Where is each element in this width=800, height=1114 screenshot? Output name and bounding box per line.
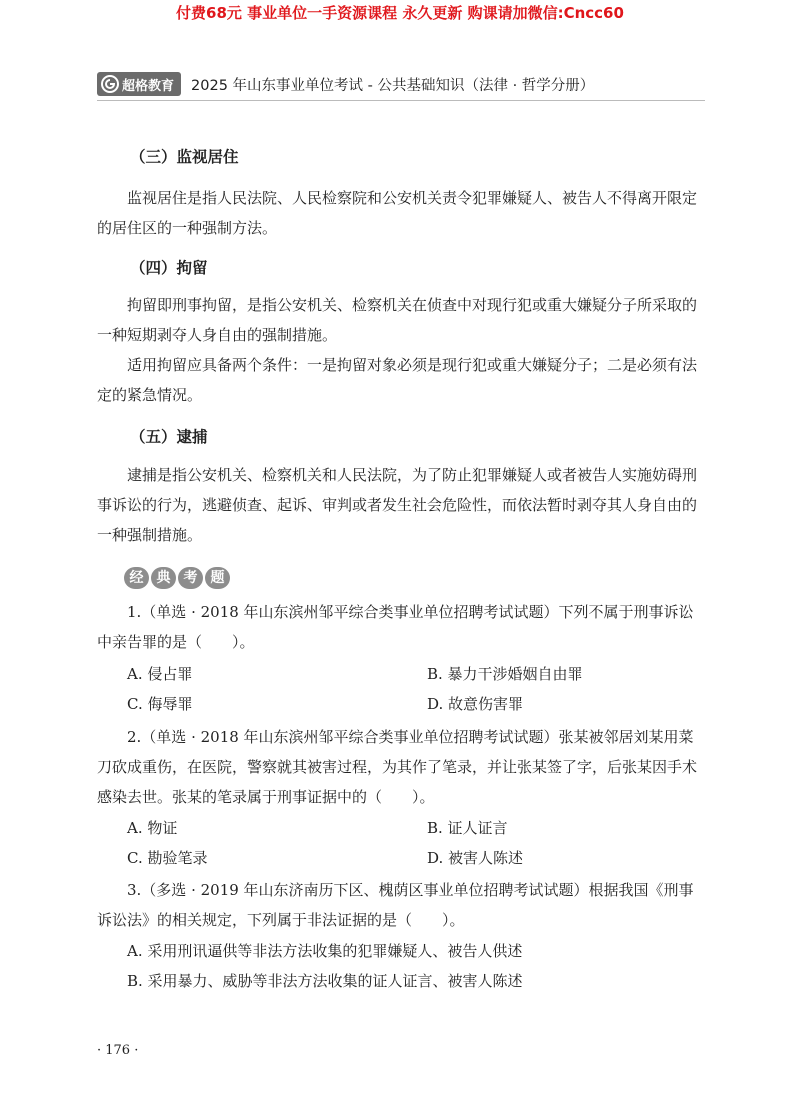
option: A. 采用刑讯逼供等非法方法收集的犯罪嫌疑人、被告人供述	[127, 942, 523, 960]
header-title: 2025 年山东事业单位考试 - 公共基础知识（法律 · 哲学分册）	[191, 77, 595, 94]
section-heading-5: （五）逮捕	[130, 427, 208, 446]
question-1	[97, 597, 707, 657]
section-5-body	[97, 460, 707, 550]
paragraph: 监视居住是指人民法院、人民检察院和公安机关责令犯罪嫌疑人、被告人不得离开限定的居住区的一种强制方法。	[97, 189, 698, 237]
logo-text: 超格教育	[122, 78, 175, 94]
question-2	[97, 722, 707, 812]
brand-logo	[97, 72, 181, 96]
header-divider	[97, 100, 705, 101]
question-stem: 2.（单选 · 2018 年山东滨州邹平综合类事业单位招聘考试试题）张某被邻居刘某用菜刀砍成重伤，在医院，警察就其被害过程，为其作了笔录，并让张某签了字，后张某因手术感染去世。张某的笔录属于刑事证据中的（ ）。	[97, 728, 698, 806]
section-4-body	[97, 290, 707, 410]
question-stem: 1.（单选 · 2018 年山东滨州邹平综合类事业单位招聘考试试题）下列不属于刑事诉讼中亲告罪的是（ ）。	[97, 603, 694, 651]
section-heading-4: （四）拘留	[130, 258, 208, 277]
option: A. 物证	[127, 819, 178, 837]
question-2-options-row-2	[127, 843, 707, 873]
question-stem: 3.（多选 · 2019 年山东济南历下区、槐荫区事业单位招聘考试试题）根据我国《刑事诉讼法》的相关规定，下列属于非法证据的是（ ）。	[97, 881, 694, 929]
question-1-options-row-2	[127, 689, 707, 719]
question-3	[97, 875, 707, 935]
promo-banner: 付费68元 事业单位一手资源课程 永久更新 购课请加微信:Cncc60	[176, 4, 624, 22]
option: D. 被害人陈述	[427, 849, 524, 867]
option: B. 暴力干涉婚姻自由罪	[427, 665, 583, 683]
label-char: 考	[178, 567, 203, 589]
label-char: 典	[151, 567, 176, 589]
option: B. 证人证言	[427, 819, 508, 837]
paragraph: 适用拘留应具备两个条件：一是拘留对象必须是现行犯或重大嫌疑分子；二是必须有法定的紧急情况。	[97, 356, 698, 404]
page-number: · 176 ·	[97, 1043, 139, 1058]
option: B. 采用暴力、威胁等非法方法收集的证人证言、被害人陈述	[127, 972, 523, 990]
paragraph: 拘留即刑事拘留，是指公安机关、检察机关在侦查中对现行犯或重大嫌疑分子所采取的一种短期剥夺人身自由的强制措施。	[97, 296, 698, 344]
paragraph: 逮捕是指公安机关、检察机关和人民法院，为了防止犯罪嫌疑人或者被告人实施妨碍刑事诉讼的行为，逃避侦查、起诉、审判或者发生社会危险性，而依法暂时剥夺其人身自由的一种强制措施。	[97, 466, 698, 544]
option: A. 侵占罪	[127, 665, 193, 683]
classic-questions-label	[124, 567, 232, 589]
logo-icon	[101, 75, 119, 93]
label-char: 题	[205, 567, 230, 589]
section-3-body	[97, 183, 707, 243]
option: D. 故意伤害罪	[427, 695, 524, 713]
page-header	[97, 71, 594, 97]
label-char: 经	[124, 567, 149, 589]
option: C. 勘验笔录	[127, 849, 208, 867]
question-2-options-row-1	[127, 813, 707, 843]
option: C. 侮辱罪	[127, 695, 193, 713]
section-heading-3: （三）监视居住	[130, 147, 239, 166]
question-1-options-row-1	[127, 659, 707, 689]
